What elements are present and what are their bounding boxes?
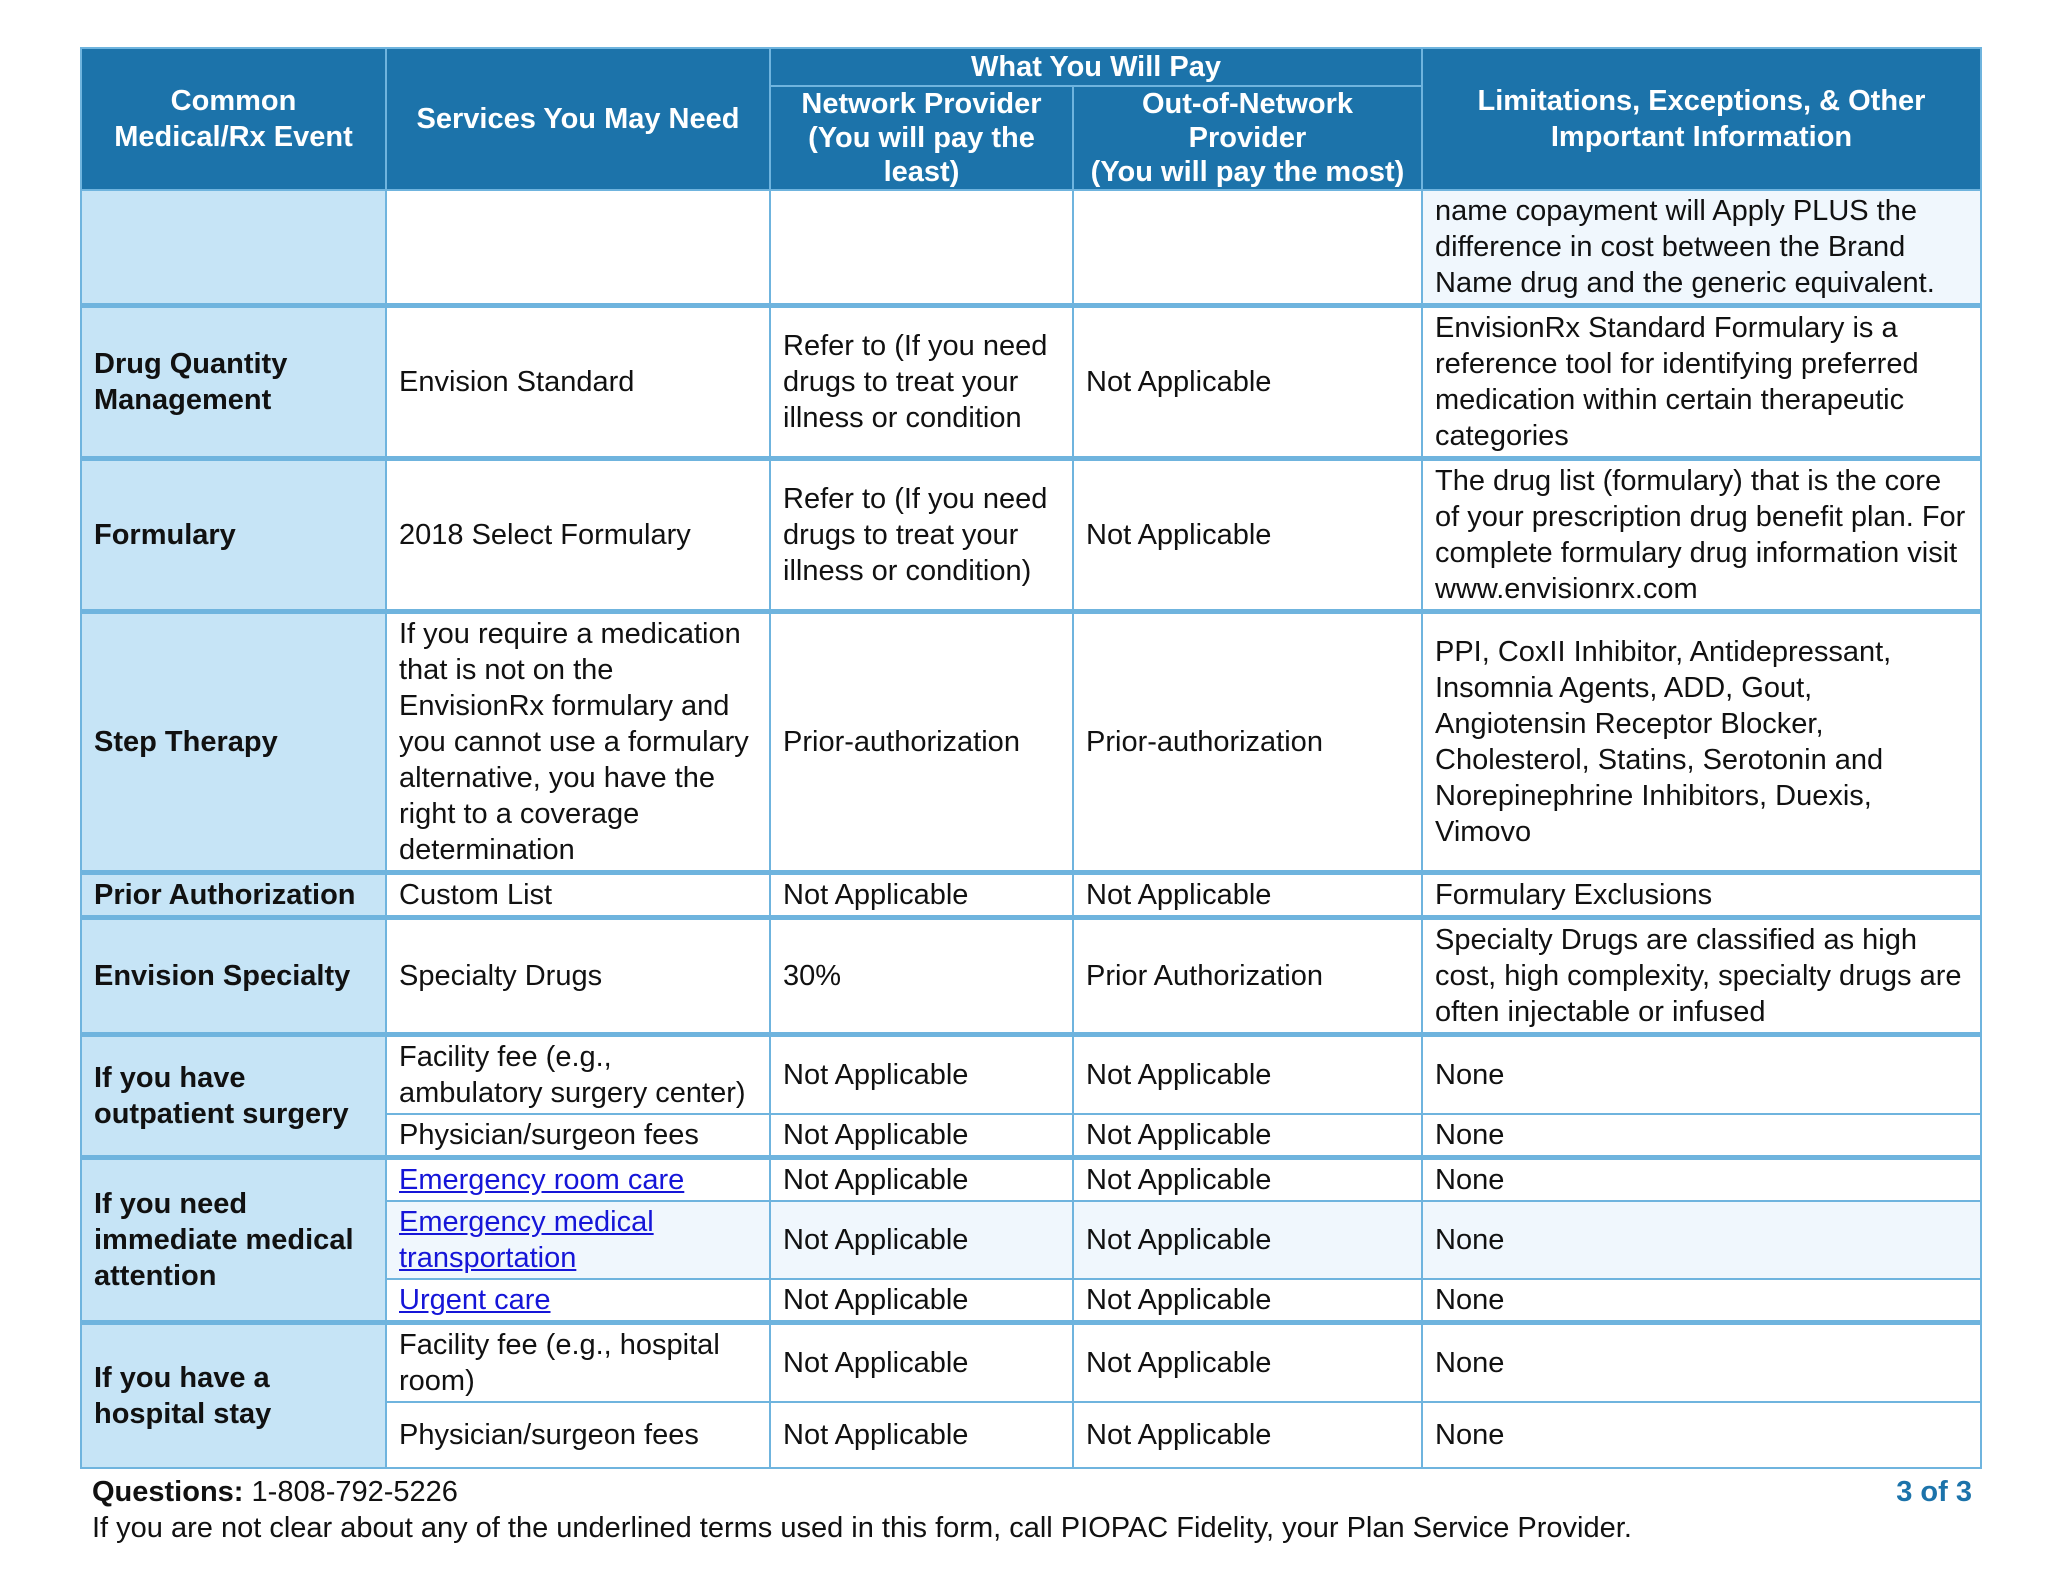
network-cell: Not Applicable bbox=[770, 1279, 1073, 1323]
page-number: 3 of 3 bbox=[1896, 1476, 1972, 1508]
table-row bbox=[81, 612, 1981, 873]
emergency-room-care-link[interactable]: Emergency room care bbox=[399, 1164, 685, 1196]
network-cell bbox=[770, 190, 1073, 306]
event-cell: Formulary bbox=[81, 459, 386, 612]
network-cell: Not Applicable bbox=[770, 1158, 1073, 1202]
event-cell: If you need immediate medical attention bbox=[81, 1158, 386, 1323]
questions-phone: 1-808-792-5226 bbox=[251, 1476, 458, 1508]
event-cell bbox=[81, 190, 386, 306]
header-common-event: Common Medical/Rx Event bbox=[81, 48, 386, 190]
service-cell: Facility fee (e.g., ambulatory surgery center) bbox=[386, 1035, 770, 1115]
emergency-medical-transportation-link[interactable]: Emergency medical transportation bbox=[399, 1206, 654, 1274]
header-out-of-network-provider: Out-of-Network Provider (You will pay the most) bbox=[1073, 86, 1422, 190]
network-cell: Refer to (If you need drugs to treat your illness or condition) bbox=[770, 459, 1073, 612]
service-cell: If you require a medication that is not on the EnvisionRx formulary and you cannot use a formulary alternative, you have the right to a coverage determination bbox=[386, 612, 770, 873]
limitations-cell: The drug list (formulary) that is the core of your prescription drug benefit plan. For complete formulary drug information visit www.envisionrx.com bbox=[1422, 459, 1981, 612]
service-cell: Custom List bbox=[386, 873, 770, 918]
table-row bbox=[81, 1158, 1981, 1202]
service-cell bbox=[386, 1201, 770, 1279]
table-row bbox=[81, 1035, 1981, 1115]
out-of-network-cell bbox=[1073, 190, 1422, 306]
limitations-cell: Specialty Drugs are classified as high cost, high complexity, specialty drugs are often injectable or infused bbox=[1422, 918, 1981, 1035]
event-cell: Envision Specialty bbox=[81, 918, 386, 1035]
limitations-cell: None bbox=[1422, 1158, 1981, 1202]
benefits-table bbox=[80, 47, 1982, 1469]
event-cell: If you have outpatient surgery bbox=[81, 1035, 386, 1158]
header-network-provider: Network Provider (You will pay the least) bbox=[770, 86, 1073, 190]
out-of-network-cell: Not Applicable bbox=[1073, 1323, 1422, 1403]
service-cell: Envision Standard bbox=[386, 306, 770, 459]
out-of-network-cell: Not Applicable bbox=[1073, 306, 1422, 459]
network-cell: Not Applicable bbox=[770, 873, 1073, 918]
limitations-cell: None bbox=[1422, 1402, 1981, 1468]
questions-label: Questions: bbox=[92, 1476, 244, 1508]
table-row bbox=[81, 1323, 1981, 1403]
out-of-network-cell: Not Applicable bbox=[1073, 1035, 1422, 1115]
out-of-network-cell: Prior Authorization bbox=[1073, 918, 1422, 1035]
questions-line bbox=[92, 1474, 1972, 1510]
network-cell: Refer to (If you need drugs to treat your illness or condition bbox=[770, 306, 1073, 459]
out-of-network-cell: Not Applicable bbox=[1073, 1402, 1422, 1468]
service-cell: Facility fee (e.g., hospital room) bbox=[386, 1323, 770, 1403]
event-cell: Step Therapy bbox=[81, 612, 386, 873]
network-cell: 30% bbox=[770, 918, 1073, 1035]
network-cell: Not Applicable bbox=[770, 1323, 1073, 1403]
header-limitations: Limitations, Exceptions, & Other Important Information bbox=[1422, 48, 1981, 190]
limitations-cell: None bbox=[1422, 1201, 1981, 1279]
network-cell: Not Applicable bbox=[770, 1114, 1073, 1158]
network-cell: Not Applicable bbox=[770, 1201, 1073, 1279]
out-of-network-cell: Prior-authorization bbox=[1073, 612, 1422, 873]
limitations-cell: PPI, CoxII Inhibitor, Antidepressant, Insomnia Agents, ADD, Gout, Angiotensin Receptor Blocker, Cholesterol, Statins, Serotonin and Norepinephrine Inhibitors, Duexis, Vimovo bbox=[1422, 612, 1981, 873]
service-cell: Physician/surgeon fees bbox=[386, 1402, 770, 1468]
out-of-network-cell: Not Applicable bbox=[1073, 1201, 1422, 1279]
out-of-network-cell: Not Applicable bbox=[1073, 873, 1422, 918]
event-cell: Prior Authorization bbox=[81, 873, 386, 918]
service-cell bbox=[386, 1279, 770, 1323]
service-cell bbox=[386, 1158, 770, 1202]
limitations-cell: Formulary Exclusions bbox=[1422, 873, 1981, 918]
limitations-cell: None bbox=[1422, 1035, 1981, 1115]
network-cell: Not Applicable bbox=[770, 1035, 1073, 1115]
network-cell: Prior-authorization bbox=[770, 612, 1073, 873]
network-cell: Not Applicable bbox=[770, 1402, 1073, 1468]
table-row bbox=[81, 873, 1981, 918]
urgent-care-link[interactable]: Urgent care bbox=[399, 1284, 551, 1316]
footer-note: If you are not clear about any of the underlined terms used in this form, call PIOPAC Fidelity, your Plan Service Provider. bbox=[92, 1512, 1632, 1544]
out-of-network-cell: Not Applicable bbox=[1073, 1158, 1422, 1202]
page-footer bbox=[92, 1474, 1972, 1546]
service-cell bbox=[386, 190, 770, 306]
table-row bbox=[81, 306, 1981, 459]
limitations-cell: EnvisionRx Standard Formulary is a reference tool for identifying preferred medication within certain therapeutic categories bbox=[1422, 306, 1981, 459]
table-row bbox=[81, 190, 1981, 306]
service-cell: Specialty Drugs bbox=[386, 918, 770, 1035]
out-of-network-cell: Not Applicable bbox=[1073, 459, 1422, 612]
service-cell: Physician/surgeon fees bbox=[386, 1114, 770, 1158]
out-of-network-cell: Not Applicable bbox=[1073, 1279, 1422, 1323]
limitations-cell: None bbox=[1422, 1323, 1981, 1403]
limitations-cell: name copayment will Apply PLUS the difference in cost between the Brand Name drug and the generic equivalent. bbox=[1422, 190, 1981, 306]
header-services: Services You May Need bbox=[386, 48, 770, 190]
service-cell: 2018 Select Formulary bbox=[386, 459, 770, 612]
out-of-network-cell: Not Applicable bbox=[1073, 1114, 1422, 1158]
table-row bbox=[81, 918, 1981, 1035]
limitations-cell: None bbox=[1422, 1114, 1981, 1158]
header-what-you-will-pay: What You Will Pay bbox=[770, 48, 1422, 86]
table-row bbox=[81, 459, 1981, 612]
event-cell: If you have a hospital stay bbox=[81, 1323, 386, 1469]
event-cell: Drug Quantity Management bbox=[81, 306, 386, 459]
limitations-cell: None bbox=[1422, 1279, 1981, 1323]
